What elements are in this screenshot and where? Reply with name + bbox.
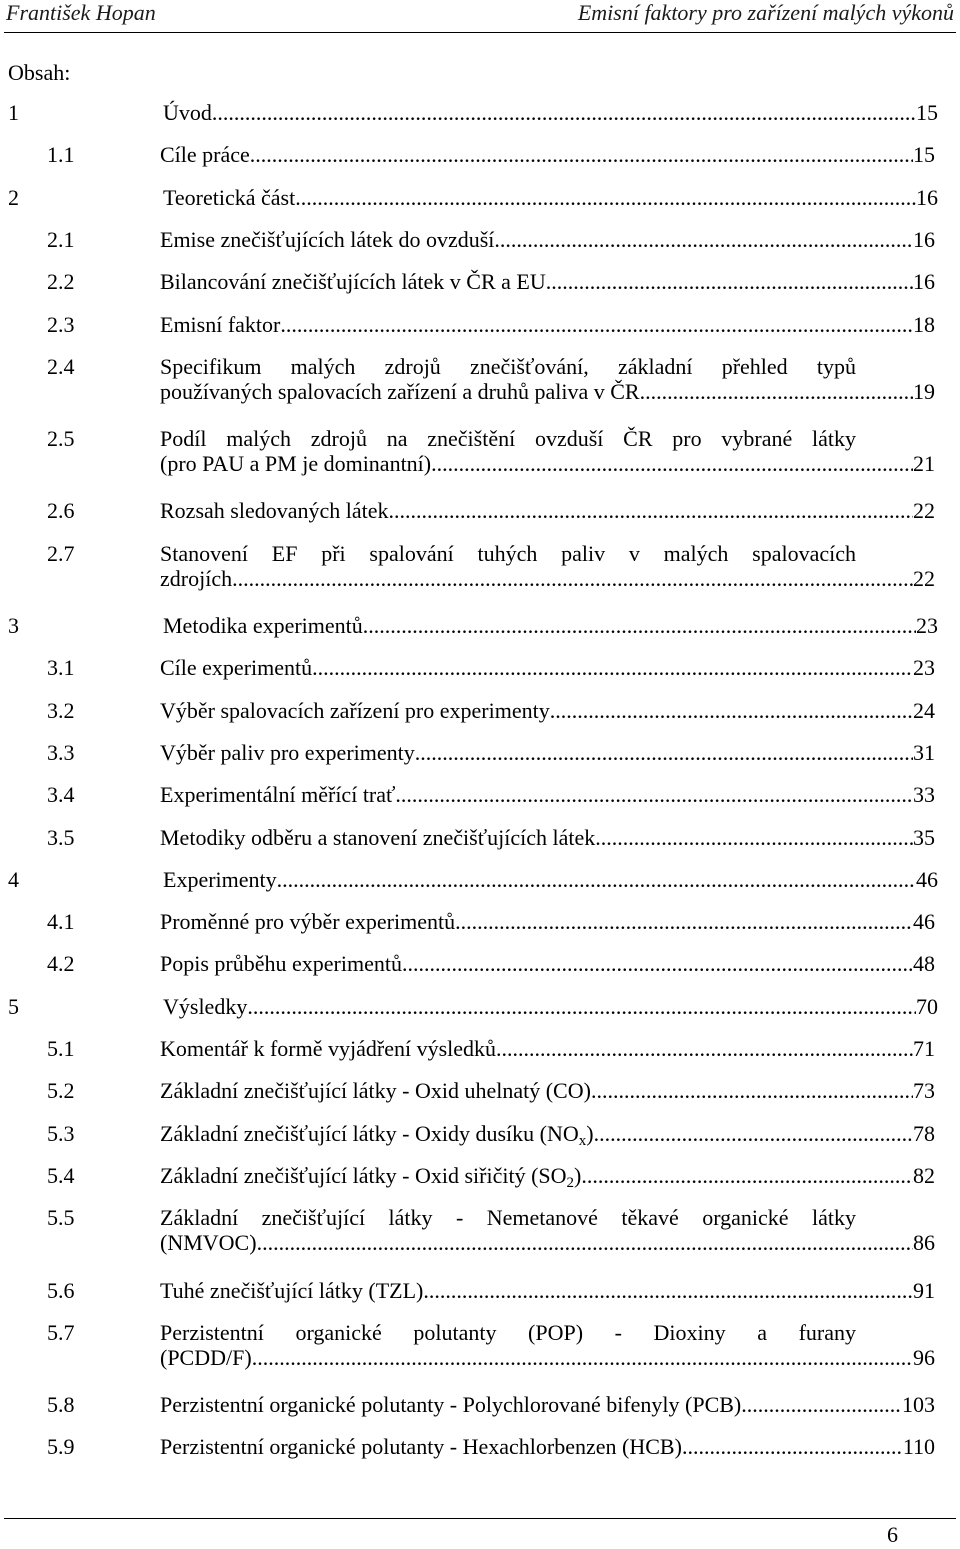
toc-entry-title: [163, 185, 938, 211]
dot-leader: [423, 1278, 913, 1304]
toc-entry-title: [160, 1121, 935, 1147]
toc-entry-page: 16: [913, 226, 935, 252]
toc-entry-page: 21: [913, 451, 935, 477]
dot-leader: [212, 100, 916, 126]
toc-entry-page: 31: [913, 739, 935, 765]
toc-entry-title: [160, 951, 935, 977]
toc-entry-line: Emise znečišťujících látek do ovzduší: [160, 226, 495, 252]
toc-entry-number: 2.7: [47, 540, 75, 566]
dot-leader: [250, 142, 913, 168]
header-author: František Hopan: [6, 0, 156, 25]
toc-entry-line: Cíle experimentů: [160, 655, 313, 681]
toc-entry-title: [160, 1320, 935, 1371]
toc-entry-title: [160, 1078, 935, 1104]
page-number: 6: [887, 1522, 898, 1547]
toc-entry-line: Metodiky odběru a stanovení znečišťujících látek: [160, 824, 596, 850]
toc-entry-number: 4: [8, 866, 19, 892]
header-running-title: Emisní faktory pro zařízení malých výkonů: [577, 0, 954, 25]
toc-entry-page: 18: [913, 311, 935, 337]
running-header: [6, 0, 954, 30]
dot-leader: [431, 451, 913, 477]
toc-entry-line: Základní znečišťující látky - Oxid uhelnatý (CO): [160, 1078, 591, 1104]
dot-leader: [682, 1434, 903, 1460]
toc-entry-number: 2.1: [47, 226, 75, 252]
dot-leader: [363, 613, 916, 639]
dot-leader: [280, 312, 913, 338]
toc-entry-title: [160, 1036, 935, 1062]
toc-entry-title: [160, 740, 935, 766]
toc-entry-number: 2.4: [47, 353, 75, 379]
toc-entry-line: Experimentální měřící trať: [160, 782, 396, 808]
toc-entry-line: Experimenty: [163, 866, 277, 892]
dot-leader: [741, 1392, 902, 1418]
dot-leader: [640, 379, 913, 405]
toc-entry-title: [160, 909, 935, 935]
dot-leader: [247, 994, 916, 1020]
toc-entry-page: 16: [916, 184, 938, 210]
header-rule: [4, 32, 956, 33]
toc-entry-number: 4.2: [47, 951, 75, 977]
toc-entry-number: 5.4: [47, 1162, 75, 1188]
toc-entry-title: [160, 1434, 935, 1460]
toc-entry-page: 35: [913, 824, 935, 850]
toc-entry-page: 86: [913, 1230, 935, 1256]
dot-leader: [581, 1163, 913, 1189]
toc-entry-title: [160, 312, 935, 338]
dot-leader: [594, 1121, 913, 1147]
toc-entry-line: Emisní faktor: [160, 311, 281, 337]
toc-entry-line: Perzistentní organické polutanty - Hexachlorbenzen (HCB): [160, 1434, 682, 1460]
toc-entry-page: 22: [913, 565, 935, 591]
toc-entry-title: [160, 655, 935, 681]
toc-entry-line: Cíle práce: [160, 142, 250, 168]
toc-entry-page: 73: [913, 1078, 935, 1104]
dot-leader: [277, 867, 916, 893]
toc-entry-number: 5.6: [47, 1277, 75, 1303]
toc-entry-line: Popis průběhu experimentů: [160, 951, 402, 977]
toc-entry-line: Teoretická část: [163, 184, 296, 210]
toc-entry-number: 3.4: [47, 782, 75, 808]
dot-leader: [395, 782, 913, 808]
toc-entry-page: 46: [913, 909, 935, 935]
toc-entry-number: 1: [8, 100, 19, 125]
toc-entry-page: 15: [913, 142, 935, 168]
toc-entry-title: [160, 782, 935, 808]
toc-entry-title: [160, 498, 935, 524]
toc-entry-line: Základní znečišťující látky - Oxidy dusíku (NO: [160, 1120, 579, 1146]
toc-entry-title: [160, 227, 935, 253]
dot-leader: [550, 698, 913, 724]
toc-entry-line: Perzistentní organické polutanty - Polychlorované bifenyly (PCB): [160, 1392, 742, 1418]
toc-entry-page: 110: [902, 1434, 935, 1460]
footer-rule: [4, 1518, 956, 1519]
dot-leader: [595, 825, 913, 851]
toc-entry-line: Bilancování znečišťujících látek v ČR a EU: [160, 269, 546, 295]
toc-entry-page: 96: [913, 1344, 935, 1370]
toc-entry-line: Základní znečišťující látky - Nemetanové těkavé organické látky: [160, 1205, 856, 1231]
toc-entry-page: 23: [916, 613, 938, 638]
toc-entry-page: 23: [913, 655, 935, 681]
toc-entry-title: [160, 1278, 935, 1304]
toc-entry-number: 3.5: [47, 824, 75, 850]
toc-entry-title: [160, 698, 935, 724]
toc-entry-line: (PCDD/F): [160, 1344, 252, 1370]
dot-leader: [455, 909, 913, 935]
toc-entry-line: Metodika experimentů: [163, 613, 363, 638]
toc-entry-title: [160, 269, 935, 295]
toc-entry-page: 82: [913, 1162, 935, 1188]
toc-entry-title: [163, 867, 938, 893]
toc-entry-number: 3.1: [47, 655, 75, 681]
toc-entry-line-tail: ): [586, 1120, 594, 1146]
dot-leader: [494, 227, 913, 253]
toc-entry-number: 5.7: [47, 1319, 75, 1345]
toc-entry-number: 2.6: [47, 498, 75, 524]
toc-entry-line: Komentář k formě vyjádření výsledků: [160, 1036, 497, 1061]
toc-entry-number: 3: [8, 613, 19, 638]
toc-entry-title: [160, 142, 935, 168]
subscript: x: [578, 1132, 587, 1149]
dot-leader: [546, 269, 913, 295]
toc-title: Obsah:: [8, 60, 71, 85]
toc-entry-line: používaných spalovacích zařízení a druhů paliva v ČR: [160, 378, 640, 404]
toc-entry-number: 2.5: [47, 426, 75, 452]
toc-entry-page: 24: [913, 697, 935, 723]
toc-entry-page: 71: [913, 1036, 935, 1061]
toc-entry-page: 46: [916, 866, 938, 892]
toc-entry-number: 1.1: [47, 142, 75, 168]
toc-entry-page: 70: [916, 993, 938, 1019]
toc-entry-line: Rozsah sledovaných látek: [160, 498, 389, 524]
toc-entry-page: 78: [913, 1120, 935, 1146]
toc-entry-line: Podíl malých zdrojů na znečištění ovzduší ČR pro vybrané látky: [160, 426, 856, 452]
toc-entry-page: 22: [913, 498, 935, 524]
toc-entry-line: Tuhé znečišťující látky (TZL): [160, 1277, 424, 1303]
toc-entry-page: 48: [913, 951, 935, 977]
toc-entry-number: 5.5: [47, 1205, 75, 1231]
dot-leader: [402, 951, 913, 977]
toc-entry-line: Výsledky: [163, 993, 248, 1019]
toc-entry-number: 5: [8, 993, 19, 1019]
toc-entry-line: Základní znečišťující látky - Oxid siřičitý (SO: [160, 1162, 567, 1188]
toc-entry-line: Stanovení EF při spalování tuhých paliv v malých spalovacích: [160, 540, 856, 566]
toc-entry-line: Perzistentní organické polutanty (POP) - Dioxiny a furany: [160, 1319, 856, 1345]
toc-entry-title: [160, 1163, 935, 1189]
dot-leader: [312, 655, 913, 681]
toc-entry-line: Úvod: [163, 100, 212, 125]
toc-entry-line: Proměnné pro výběr experimentů: [160, 909, 456, 935]
dot-leader: [232, 566, 913, 592]
toc-entry-page: 15: [916, 100, 938, 125]
toc-entry-title: [163, 100, 938, 126]
toc-entry-line: (pro PAU a PM je dominantní): [160, 451, 432, 477]
toc-entry-title: [160, 825, 935, 851]
toc-entry-number: 3.3: [47, 739, 75, 765]
toc-entry-number: 3.2: [47, 697, 75, 723]
toc-entry-number: 2: [8, 184, 19, 210]
toc-entry-page: 16: [913, 269, 935, 295]
toc-entry-page: 91: [913, 1277, 935, 1303]
toc-entry-number: 5.2: [47, 1078, 75, 1104]
dot-leader: [496, 1036, 913, 1062]
toc-entry-line: Výběr spalovacích zařízení pro experimenty: [160, 697, 550, 723]
toc-entry-title: [160, 541, 935, 592]
dot-leader: [252, 1345, 913, 1371]
toc-entry-line: zdrojích: [160, 565, 233, 591]
dot-leader: [591, 1078, 913, 1104]
toc-entry-title: [163, 994, 938, 1020]
dot-leader: [389, 498, 914, 524]
dot-leader: [257, 1230, 913, 1256]
toc-entry-line-tail: ): [574, 1162, 582, 1188]
toc-entry-line: Specifikum malých zdrojů znečišťování, základní přehled typů: [160, 353, 856, 379]
toc-entry-title: [160, 1392, 935, 1418]
toc-entry-page: 33: [913, 782, 935, 808]
toc-entry-number: 5.8: [47, 1392, 75, 1418]
toc-entry-title: [160, 426, 935, 477]
toc-entry-number: 2.2: [47, 269, 75, 295]
toc-entry-number: 4.1: [47, 909, 75, 935]
toc-entry-title: [160, 1205, 935, 1256]
toc-entry-title: [160, 354, 935, 405]
toc-entry-page: 103: [902, 1392, 935, 1418]
dot-leader: [295, 185, 916, 211]
toc-entry-line: (NMVOC): [160, 1230, 257, 1256]
toc-entry-number: 2.3: [47, 311, 75, 337]
toc-entry-page: 19: [913, 378, 935, 404]
subscript: 2: [566, 1174, 575, 1191]
dot-leader: [415, 740, 913, 766]
toc-entry-title: [163, 613, 938, 639]
toc-entry-number: 5.9: [47, 1434, 75, 1460]
toc-entry-line: Výběr paliv pro experimenty: [160, 739, 415, 765]
toc-entry-number: 5.3: [47, 1120, 75, 1146]
toc-entry-number: 5.1: [47, 1036, 75, 1061]
